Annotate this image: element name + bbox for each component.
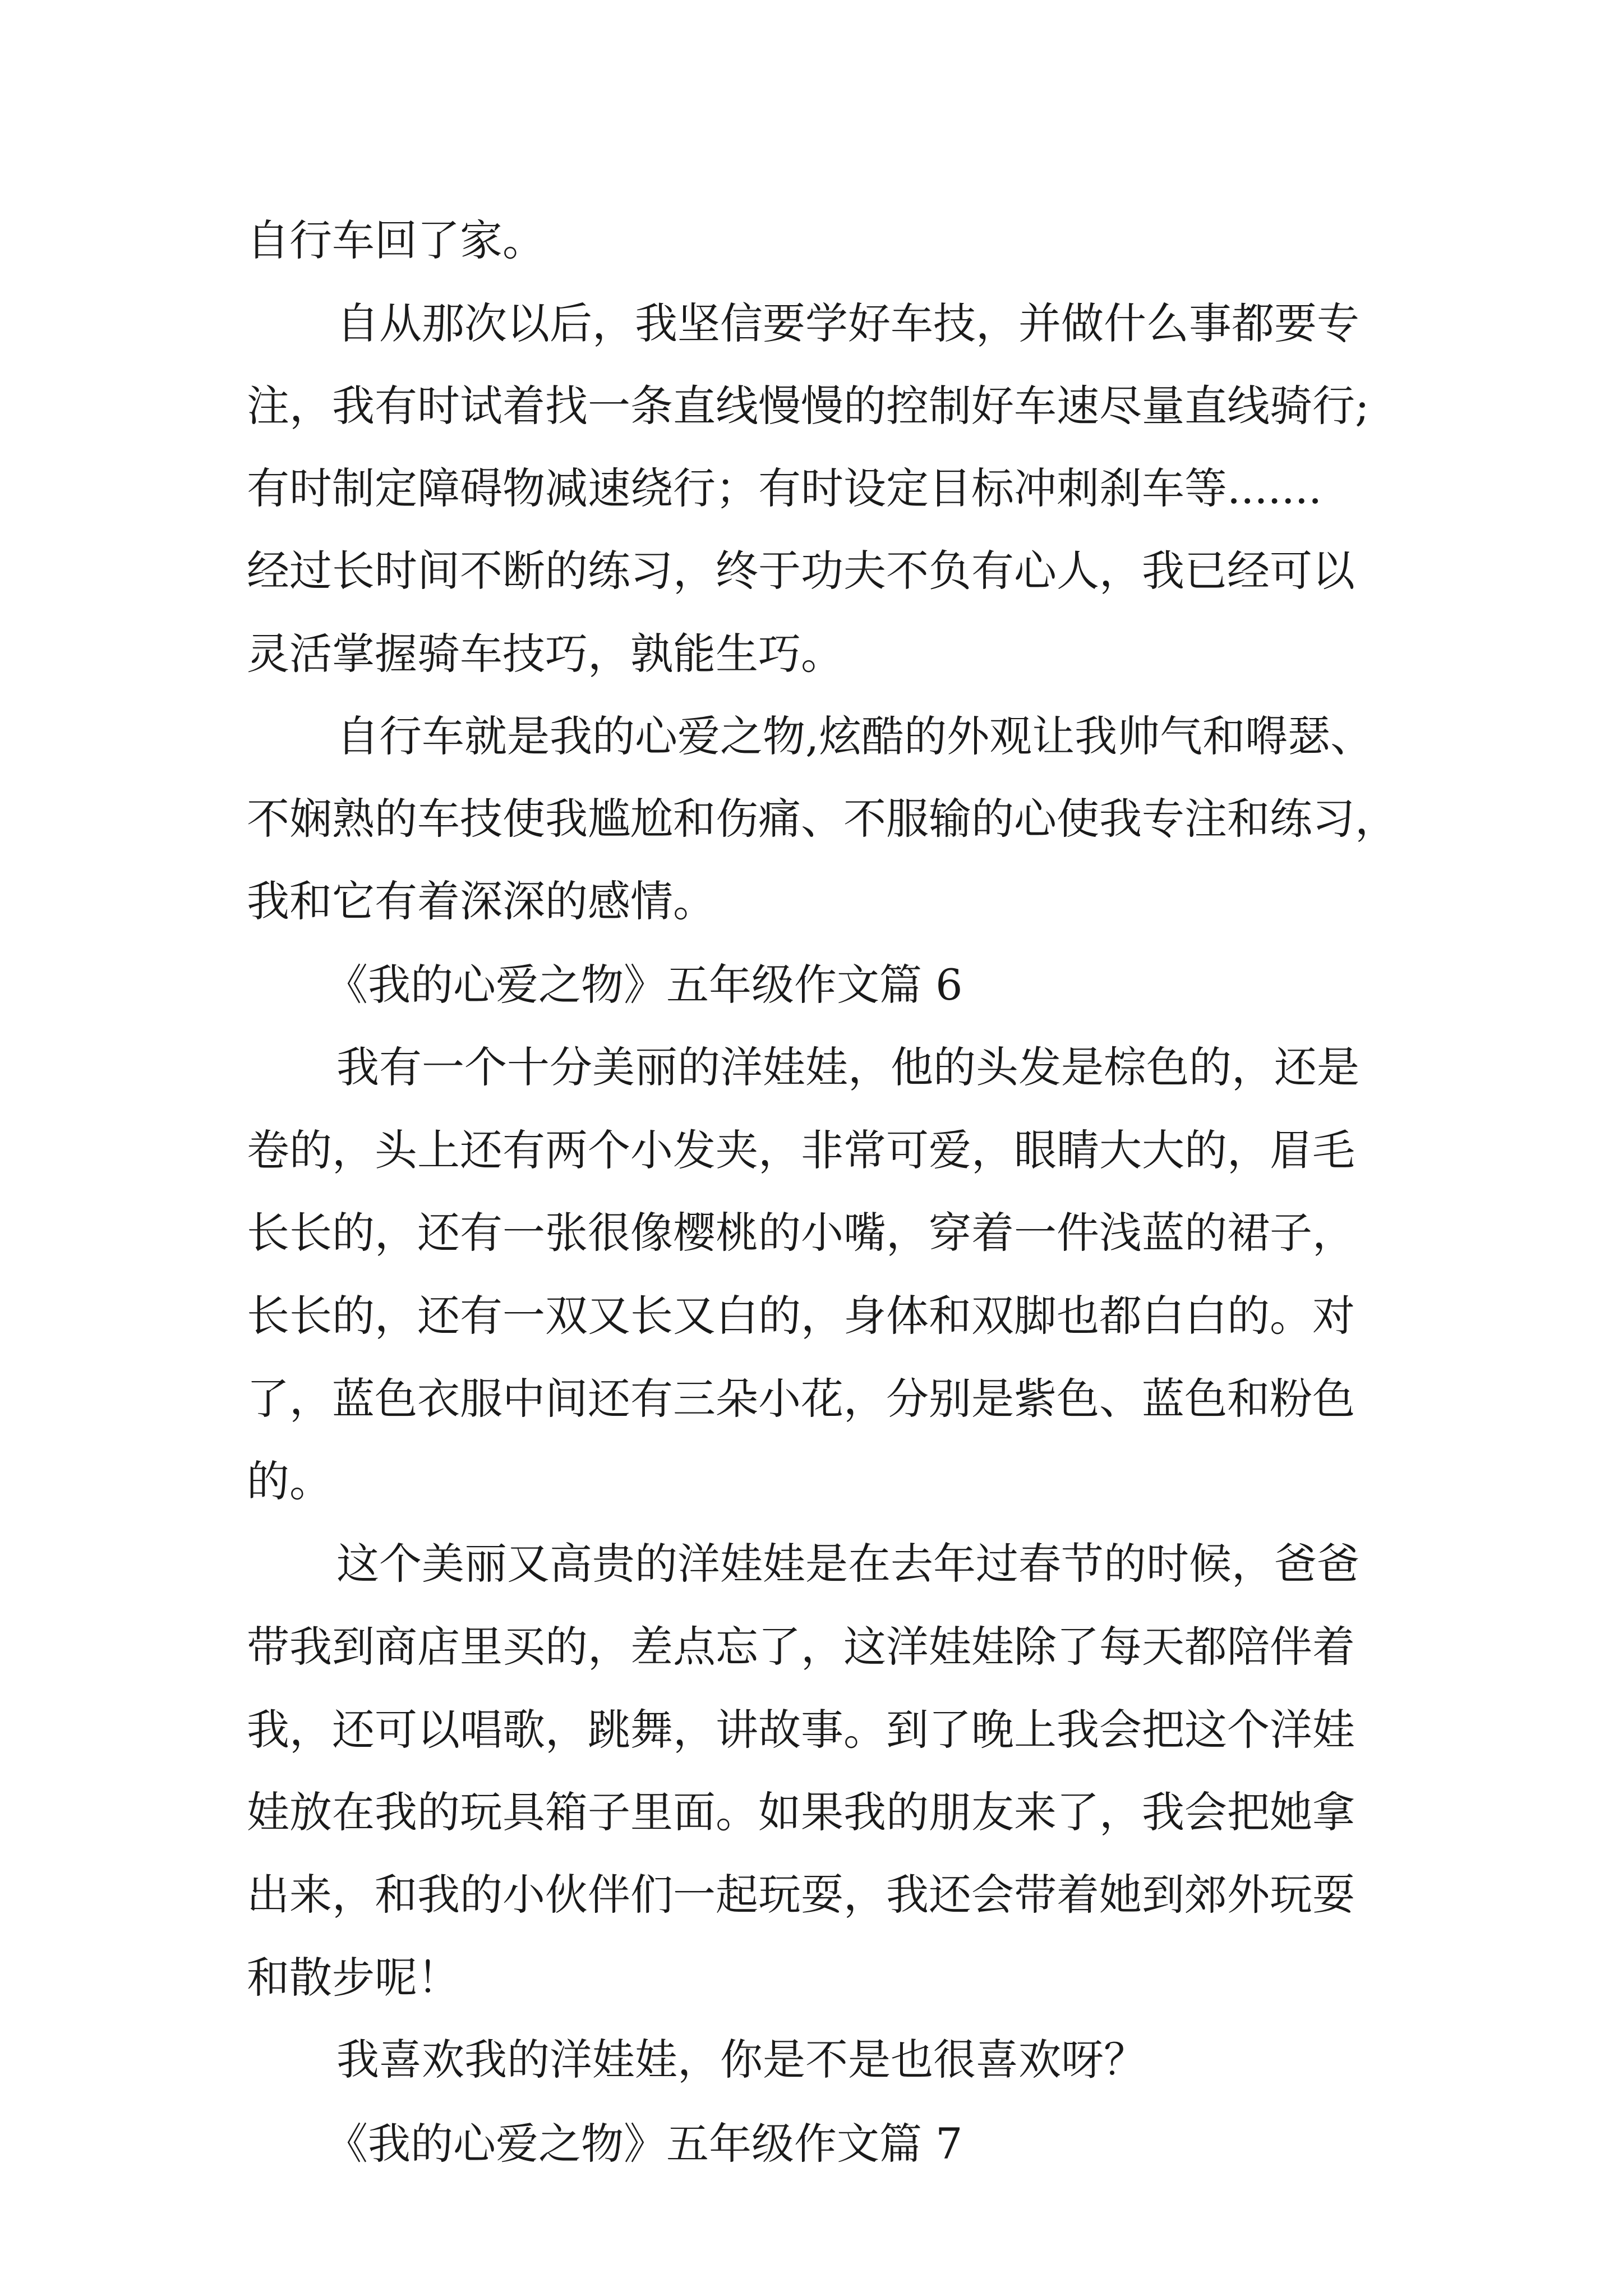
text-line: 带我到商店里买的，差点忘了，这洋娃娃除了每天都陪伴着 xyxy=(247,1622,1355,1672)
text-line: 这个美丽又高贵的洋娃娃是在去年过春节的时候，爸爸 xyxy=(336,1539,1359,1589)
text-line: 长长的，还有一双又长又白的，身体和双脚也都白白的。对 xyxy=(247,1291,1355,1341)
text-line: 自行车回了家。 xyxy=(247,215,545,265)
text-line: 自行车就是我的心爱之物,炫酷的外观让我帅气和嘚瑟、 xyxy=(336,711,1373,761)
text-line: 注，我有时试着找一条直线慢慢的控制好车速尽量直线骑行; xyxy=(247,381,1370,431)
text-line: 出来，和我的小伙伴们一起玩耍，我还会带着她到郊外玩耍 xyxy=(247,1870,1355,1920)
text-line: 自从那次以后，我坚信要学好车技，并做什么事都要专 xyxy=(336,298,1359,348)
text-line: 卷的，头上还有两个小发夹，非常可爱，眼睛大大的，眉毛 xyxy=(247,1125,1355,1175)
text-line: 经过长时间不断的练习，终于功夫不负有心人，我已经可以 xyxy=(247,546,1355,596)
text-line: 我喜欢我的洋娃娃，你是不是也很喜欢呀？ xyxy=(336,2035,1146,2085)
section-heading: 《我的心爱之物》五年级作文篇 7 xyxy=(325,2119,963,2169)
text-line: 不娴熟的车技使我尴尬和伤痛、不服输的心使我专注和练习， xyxy=(247,794,1398,844)
text-line: 和散步呢！ xyxy=(247,1953,460,2003)
text-line: 的。 xyxy=(247,1456,332,1506)
text-line: 灵活掌握骑车技巧，孰能生巧。 xyxy=(247,629,843,679)
text-line: 了，蓝色衣服中间还有三朵小花，分别是紫色、蓝色和粉色 xyxy=(247,1374,1355,1424)
section-heading: 《我的心爱之物》五年级作文篇 6 xyxy=(325,960,963,1010)
text-line: 娃放在我的玩具箱子里面。如果我的朋友来了，我会把她拿 xyxy=(247,1787,1355,1837)
text-line: 我，还可以唱歌，跳舞，讲故事。到了晚上我会把这个洋娃 xyxy=(247,1705,1355,1755)
text-line: 有时制定障碍物减速绕行；有时设定目标冲刺刹车等....... xyxy=(247,463,1322,513)
text-line: 长长的，还有一张很像樱桃的小嘴，穿着一件浅蓝的裙子， xyxy=(247,1208,1355,1258)
text-line: 我和它有着深深的感情。 xyxy=(247,876,716,926)
text-line: 我有一个十分美丽的洋娃娃，他的头发是棕色的，还是 xyxy=(336,1042,1359,1092)
